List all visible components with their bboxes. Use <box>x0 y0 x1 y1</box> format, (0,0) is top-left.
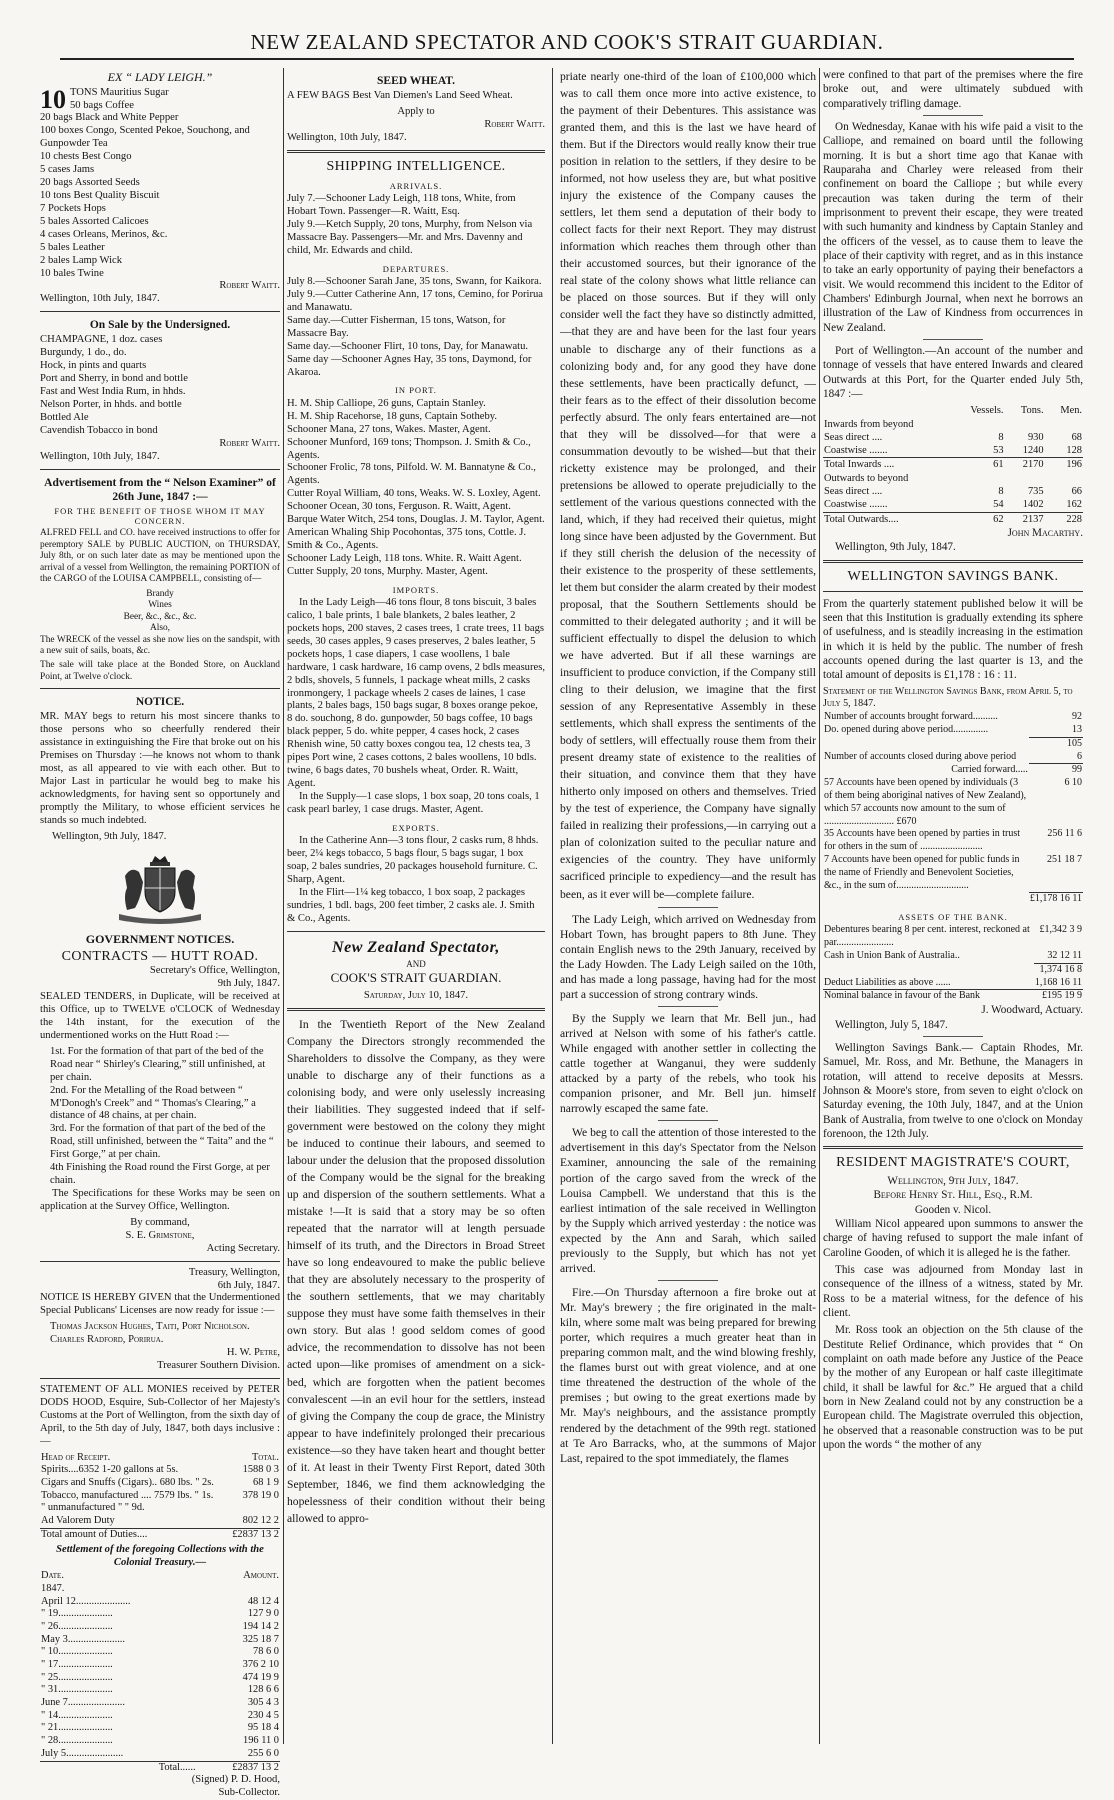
shipping-entry: Same day —Schooner Agnes Hay, 35 tons, Daymond, for Akaroa. <box>287 353 532 378</box>
table-cell: Do. opened during above period.............. <box>824 723 989 735</box>
contracts-title: Acting Secretary. <box>206 1242 280 1254</box>
leader-article-continued: priate nearly one-third of the loan of £100,000 which was to call them once more into active existence, to the payment of their Debentures. This assistance was granted them, and this is the last we have heard of them. But if the Directors would really know their true position in relation to the settlers, if they desire to be informed, not how useless they are, but what positive injury the existence of the Company causes the settlers, let them send a deputation of their body to collect facts for their next Report. They may distrust information which reaches them through other than their accustomed sources, but their ignorance of the real state of the colony shows what little reliance can be placed on those sources. But if they will only consider well the fact they have so distinctly admitted,—that they are and have been for the last four years unable to discharge any of their functions as a colonizing body and, for any good they have done these settlements, have been practically defunct, — their fears as to the effect of their dissolution become perfectly absurd. The only fears entertained are—not that they will be dissolved—for that were a consummation devoutly to be wished—but that their ricketty existence may be prolonged, and their pretensions be allowed to operate prejudicially to the settlement of the various questions connected with the land, which, if they had received their quietus, might long since have been adjusted by the Government. But if they still cherish the delusion of the necessity of their existence to the prosperity of these settlements, let them but consider the alarm created by their modest proposal, that the Southern Settlements should be committed to their delegated authority ; and it will be sufficient effectually to dispel the delusion to which we have adverted. But if all these warnings are insufficient to produce conviction, if the Company still cling to their delusion, we imagine that the first session of any Representative Assembly in these settlements, which shall express the sentiments of the body of settlers, will effectually rouse them from their present dreamy state of existence to the realities of their situation, and convince them that they have hitherto only imposed on others and themselves. Tried by the test of experience, the Company have signally failed in realizing their professions,—in carrying out a plan of colonization suited to the peculiar nature and exigencies of the country. They have uniformly sacrificed principle to expediency—and the result has been, as it ever will be—complete failure. <box>560 70 816 901</box>
table-cell: 66 <box>1071 486 1082 498</box>
column-rule <box>819 68 820 1744</box>
ad-item: Nelson Porter, in hhds. and bottle <box>40 398 182 410</box>
table-row <box>823 711 1083 724</box>
assets-sum: 1,374 16 8 <box>1034 963 1083 976</box>
court-body: Mr. Ross took an objection on the 5th clause of the Destitute Relief Ordinance, which provides that “ On complaint on oath made before any Justice of the Peace by the mother of any European or half caste illegitimate child, it shall be lawful for &c.” He argued that a child born in New Zealand could not by any construction be a European child. The Magistrate overruled this objection, he observed that a reasonable construction was to be put upon the words “ the mother of any <box>823 1324 1083 1452</box>
shipping-entry: Cutter Royal William, 40 tons, Weaks. W. S. Loxley, Agent. <box>287 488 541 500</box>
shipping-entry: Same day.—Schooner Flirt, 10 tons, Day, for Manawatu. <box>287 340 529 352</box>
table-row <box>823 777 1083 828</box>
ad-item-list <box>40 334 280 437</box>
port-total-cell: 2170 <box>1005 458 1045 472</box>
column-header: Tons. <box>1020 405 1044 417</box>
shipping-heading: SHIPPING INTELLIGENCE. <box>326 158 506 174</box>
statement-body: STATEMENT OF ALL MONIES received by PETER DODS HOOD, Esquire, Sub-Collector of her Majesty's Customs at the Port of Wellington, from the sixth day of April, to the 5th day of July, 1847, both days inclusive :— <box>40 1383 280 1447</box>
table-cell: Cash in Union Bank of Australia.. <box>824 950 960 962</box>
table-cell: May 3...................... <box>41 1633 125 1645</box>
table-row <box>40 1490 280 1503</box>
ad-item: Burgundy, 1 do., do. <box>40 347 127 359</box>
table-cell: 194 14 2 <box>242 1620 279 1632</box>
bank-intro: From the quarterly statement published below it will be seen that this Institution is gradually extending its sphere of usefulness, and is steadily increasing in the estimation in which it is held by the public. The number of fresh accounts opened during the last quarter is 13, and the total amount of deposits is £1,178 : 16 : 11. <box>823 597 1083 682</box>
port-total-label: Total Inwards .... <box>823 458 947 472</box>
bank-heading: WELLINGTON SAVINGS BANK. <box>847 568 1059 584</box>
shipping-entry: Schooner Munford, 169 tons; Thompson. J. Smith & Co., Agents. <box>287 436 531 461</box>
table-cell: Coastwise ....... <box>824 499 888 511</box>
table-cell: 305 4 3 <box>247 1697 279 1709</box>
ad-date: Wellington, 10th July, 1847. <box>40 450 160 462</box>
ad-subheading: FOR THE BENEFIT OF THOSE WHOM IT MAY CONCERN. <box>54 505 266 526</box>
ad-item: 5 bales Leather <box>40 241 105 253</box>
table-cell: 378 19 0 <box>242 1489 279 1501</box>
ad-item: 7 Pockets Hops <box>40 202 106 214</box>
table-row <box>40 1464 280 1477</box>
port-total-cell: 228 <box>1045 512 1083 526</box>
port-inwards-heading: Inwards from beyond <box>824 418 914 430</box>
treasury-item: Charles Radford, Porirua. <box>50 1334 164 1346</box>
port-table <box>823 404 1083 526</box>
table-cell: " 14..................... <box>41 1709 113 1721</box>
treasury-item: Thomas Jackson Hughes, Taiti, Port Nicholson. <box>50 1321 250 1333</box>
exports-list <box>287 835 545 925</box>
table-cell: 8 <box>998 486 1004 498</box>
table-cell: 376 2 10 <box>242 1659 279 1671</box>
column-2 <box>287 68 545 1746</box>
column-header: Vessels. <box>970 405 1004 417</box>
bank-carried-value: 99 <box>1029 764 1083 777</box>
seed-wheat-signature: Robert Waitt. <box>484 118 545 130</box>
table-cell: 128 6 6 <box>247 1684 279 1696</box>
ad-item: Hock, in pints and quarts <box>40 360 147 372</box>
in-port-heading: IN PORT. <box>395 385 437 396</box>
table-cell: 35 Accounts have been opened by parties in trust for others in the sum of ......................... <box>824 828 1021 853</box>
contracts-item: 4th Finishing the Road round the First Gorge, at per chain. <box>50 1162 270 1187</box>
ad-item: 100 boxes Congo, Scented Pekoe, Souchong, and Gunpowder Tea <box>40 125 250 150</box>
ad-item: Port and Sherry, in bond and bottle <box>40 373 188 385</box>
contracts-item: 1st. For the formation of that part of the bed of the Road near “ Shirley's Clearing,” still unfinished, at per chain. <box>50 1045 266 1083</box>
table-cell: 8 <box>998 431 1004 443</box>
treasury-signature: H. W. Petre, <box>226 1347 280 1359</box>
port-total-cell: 2137 <box>1005 512 1045 526</box>
table-row <box>40 1502 280 1515</box>
court-body: This case was adjourned from Monday last in consequence of the illness of a witness, stated by Mr. Ross to be a material witness, for the defence of his client. <box>823 1264 1083 1320</box>
paper-date: Saturday, July 10, 1847. <box>363 989 469 1001</box>
column-header: Total. <box>251 1451 279 1463</box>
column-header: Date. <box>41 1570 64 1582</box>
court-before: Before Henry St. Hill, Esq., R.M. <box>873 1189 1033 1202</box>
column-rule <box>552 68 553 1744</box>
table-row <box>40 1515 280 1528</box>
notice-body: MR. MAY begs to return his most sincere thanks to those persons who so cheerfully rendered their assistance in extinguishing the Fire that broke out on his Premises on Thursday :—he knows not whom to thank most, as all appeared to vie with each other. But to Major Last in particular he would beg to make his acknowledgments, for having sent so opportunely and promptly the Military, to whose efficient services he stands so much indebted. <box>40 711 280 826</box>
table-row <box>40 1697 280 1710</box>
bank-total: £1,178 16 11 <box>1029 892 1082 904</box>
shipping-entry: American Whaling Ship Pocohontas, 375 tons, Cottle. J. Smith & Co., Agents. <box>287 527 527 551</box>
table-row <box>40 1608 280 1621</box>
settlement-title: Sub-Collector. <box>218 1787 280 1799</box>
table-row <box>823 854 1083 892</box>
gov-notices-heading: GOVERNMENT NOTICES. <box>85 931 235 946</box>
port-date: Wellington, 9th July, 1847. <box>835 541 956 554</box>
table-cell: 1240 <box>1022 445 1044 457</box>
assets-heading: ASSETS OF THE BANK. <box>898 911 1008 922</box>
news-lady-leigh: The Lady Leigh, which arrived on Wednesday from Hobart Town, has brought papers to 8th June. They contain English news to the 29th January, received by the Lady Howden. The Lady Leigh sailed on the 10th, and has made a long passage, having had for the most part a succession of strong contrary winds. <box>560 912 816 1001</box>
table-cell: 1588 0 3 <box>242 1464 279 1476</box>
contracts-body: SEALED TENDERS, in Duplicate, will be received at this Office, up to TWELVE o'CLOCK of Wednesday the 14th instant, for the execution of the undermentioned works on the Hutt Road :— <box>40 991 280 1041</box>
table-cell: 95 18 4 <box>247 1722 279 1734</box>
column-header: Head of Receipt. <box>41 1451 111 1463</box>
table-cell <box>228 1502 280 1515</box>
settlement-year: 1847. <box>41 1582 65 1594</box>
table-cell: 930 <box>1027 431 1044 443</box>
royal-coat-of-arms-icon <box>105 852 215 926</box>
contracts-office: Secretary's Office, Wellington, <box>149 965 280 977</box>
table-row <box>40 1710 280 1723</box>
table-cell: 802 12 2 <box>242 1515 279 1527</box>
table-cell: 474 19 9 <box>242 1671 279 1683</box>
table-cell: 78 6 0 <box>253 1646 279 1658</box>
table-cell: 57 Accounts have been opened by individuals (3 of them being aboriginal natives of New Zealand), which 57 accounts now amount to the sum of ............................ £670 <box>824 777 1027 827</box>
ad-item: 5 cases Jams <box>40 164 95 176</box>
shipping-entry: July 7.—Schooner Lady Leigh, 118 tons, White, from Hobart Town. Passenger—R. Waitt, Esq. <box>287 193 516 218</box>
settlement-total-label: Total...... <box>40 1761 197 1774</box>
shipping-entry: Schooner Frolic, 78 tons, Pilfold. W. M. Bannatyne & Co., Agents. <box>287 462 536 487</box>
ad-heading-sale: On Sale by the Undersigned. <box>89 319 231 332</box>
ad-item: Fast and West India Rum, in hhds. <box>40 386 186 397</box>
table-row <box>40 1672 280 1685</box>
court-case: Gooden v. Nicol. <box>914 1203 992 1216</box>
table-cell: Coastwise ....... <box>824 445 888 457</box>
treasury-date: 6th July, 1847. <box>217 1279 280 1291</box>
treasury-place: Treasury, Wellington, <box>188 1266 280 1278</box>
contracts-heading: CONTRACTS — HUTT ROAD. <box>61 949 259 965</box>
ad-item: 4 cases Orleans, Merinos, &c. <box>40 228 168 240</box>
table-row <box>40 1646 280 1659</box>
table-cell: " 28..................... <box>41 1735 113 1747</box>
table-cell: 162 <box>1066 499 1082 511</box>
assets-balance-label: Nominal balance in favour of the Bank <box>823 990 1034 1003</box>
settlement-heading: Settlement of the foregoing Collections with the Colonial Treasury.— <box>56 1544 264 1569</box>
table-row <box>823 724 1083 737</box>
table-cell: " 31..................... <box>41 1684 113 1696</box>
column-header: Amount. <box>243 1570 279 1582</box>
column-1 <box>40 68 280 1799</box>
contracts-spec: The Specifications for these Works may be seen on application at the Survey Office, Wellington. <box>40 1187 280 1212</box>
ad-body: The WRECK of the vessel as she now lies on the sandspit, with a new suit of sails, boats, &c. <box>40 634 280 656</box>
shipping-entry: H. M. Ship Calliope, 26 guns, Captain Stanley. <box>287 397 486 409</box>
table-cell: " unmanufactured " " 9d. <box>41 1502 145 1514</box>
table-cell: Seas direct .... <box>824 431 883 443</box>
contracts-list <box>40 1046 280 1188</box>
ad-item: 20 bags Black and White Pepper <box>40 112 179 124</box>
column-header: Men. <box>1060 405 1082 417</box>
table-cell: " 26..................... <box>41 1620 113 1632</box>
drop-number: 10 <box>40 84 66 114</box>
assets-deduct-value: 1,168 16 11 <box>1034 976 1082 988</box>
shipping-entry: July 9.—Ketch Supply, 20 tons, Murphy, from Nelson via Massacre Bay. Passengers—Mr. and Mrs. Davenny and child, Mr. Edwards and child. <box>287 218 533 256</box>
port-intro: Port of Wellington.—An account of the number and tonnage of vessels that have entered Inwards and cleared Outwards at this Port, for the Quarter ended July 5th, 1847 :— <box>823 344 1083 400</box>
bank-notice: Wellington Savings Bank.— Captain Rhodes, Mr. Samuel, Mr. Ross, and Mr. Bethune, the Managers in rotation, will attend to receive deposits at Messrs. Johnson & Moore's store, from seven to eight o'clock on Saturday evening, the 10th July, 1847, and at the Union Bank of Australia, from twelve to one o'clock on Monday forenoon, the 12th July. <box>823 1041 1083 1140</box>
table-cell: Cigars and Snuffs (Cigars).. 680 lbs. " 2s. <box>41 1476 214 1488</box>
contracts-item: 2nd. For the Metalling of the Road between “ M'Donogh's Creek” and “ Thomas's Clearing,” a distance of 48 chains, at per chain. <box>50 1084 256 1122</box>
seed-wheat-heading: SEED WHEAT. <box>377 75 455 87</box>
table-row <box>40 1722 280 1735</box>
table-cell: 32 12 11 <box>1047 950 1082 962</box>
imports-list <box>287 597 545 817</box>
table-row <box>40 1659 280 1672</box>
assets-table <box>823 924 1083 1003</box>
contracts-item: 3rd. For the formation of that part of the bed of the Road, still unfinished, between the “ Taita” and the “ First Gorge,” at per chain. <box>50 1123 274 1161</box>
table-row <box>823 498 1083 512</box>
port-total-cell: 196 <box>1045 458 1083 472</box>
table-cell: 128 <box>1066 445 1082 457</box>
ad-item: Bottled Ale <box>40 411 89 423</box>
table-cell: 256 11 6 <box>1047 828 1082 840</box>
table-cell: 255 6 0 <box>247 1747 279 1759</box>
table-cell: 54 <box>993 499 1004 511</box>
table-cell: July 5...................... <box>41 1747 124 1759</box>
table-cell: Tobacco, manufactured .... 7579 lbs. " 1s. <box>41 1489 214 1501</box>
shipping-entry: Schooner Mana, 27 tons, Wakes. Master, Agent. <box>287 423 491 435</box>
assets-balance-value: £195 19 9 <box>1034 990 1083 1003</box>
ad-item: 20 bags Assorted Seeds <box>40 177 140 189</box>
ad-item: Wines <box>148 600 172 611</box>
ad-item: Cavendish Tobacco in bond <box>40 424 158 436</box>
shipping-entry: July 9.—Cutter Catherine Ann, 17 tons, Cemino, for Porirua and Manawatu. <box>287 289 543 313</box>
table-cell: June 7...................... <box>41 1697 125 1709</box>
ad-item: Brandy <box>146 588 174 599</box>
assets-deduct-label: Deduct Liabilities as above ...... <box>824 976 951 988</box>
bank-accounts-table <box>823 711 1083 905</box>
table-row <box>40 1735 280 1748</box>
table-cell: 13 <box>1072 723 1082 735</box>
table-cell: 735 <box>1027 486 1044 498</box>
table-cell: 251 18 7 <box>1047 853 1082 865</box>
ad-item: 50 bags Coffee <box>70 99 134 111</box>
table-cell: Seas direct .... <box>824 486 883 498</box>
bank-closed-label: Number of accounts closed during above period <box>824 750 1017 762</box>
shipping-entry: In the Catherine Ann—3 tons flour, 2 casks rum, 8 hhds. beer, 2¼ kegs tobacco, 5 bags flour, 5 bags sugar, 1 box soap, 2 bales sundries, 20 packages household furniture. C. Sharp, Agent. <box>287 835 539 885</box>
bank-signature: J. Woodward, Actuary. <box>981 1004 1083 1017</box>
shipping-entry: In the Lady Leigh—46 tons flour, 8 tons biscuit, 3 bales calico, 1 bale prints, 1 bale blankets, 2 bales leather, 2 pockets hops, 200 staves, 2 cases trees, 1 crate trees, 11 bags seeds, 30 cases apples, 9 cases preserves, 2 bales leather, 5 pockets hops, 1 case diapers, 1 case woollens, 1 bale hardware, 1 cask hardware, 16 camp ovens, 2 bdls measures, 2 bdls, shovels, 5 funnels, 1 package wheat mills, 2 casks ironmongery, 1 package wheels 2 cases de laines, 1 case plants, 2 bales bags, 150 bags sugar, 8 boxes orange pekoe, 8 do. souchong, 8 do. gunpowder, 50 bags coffee, 10 bags black pepper, 5 do. white pepper, 4 cases hock, 2 cases Rhenish wine, 50 catty boxes congou tea, 12 chests tea, 3 pipes Port wine, 2 cases cottons, 2 bales woollens, 10 bdls. twine, 6 bags dates, 70 bushels wheat, Order. R. Waitt, Agent. <box>287 597 545 790</box>
table-cell: Debentures bearing 8 per cent. interest, reckoned at par....................... <box>824 924 1030 949</box>
table-row <box>823 950 1083 963</box>
settlement-total: £2837 13 2 <box>197 1761 280 1774</box>
notice-date: Wellington, 9th July, 1847. <box>52 830 167 842</box>
ad-item: Also, <box>149 623 171 634</box>
ad-date: Wellington, 10th July, 1847. <box>40 293 160 305</box>
court-body: William Nicol appeared upon summons to answer the charge of having refused to support the male infant of Caroline Gooden, of which it is alleged he is the father. <box>823 1218 1083 1259</box>
table-cell: 53 <box>993 445 1004 457</box>
ad-item: 10 tons Best Quality Biscuit <box>40 190 160 201</box>
news-kanae: On Wednesday, Kanae with his wife paid a visit to the Calliope, and remained on board until the following morning. It is but a short time ago that Kanae with Rauparaha and Charley were released from their confinement on board the Calliope ; but while every precaution was taken during the term of their imprisonment to prevent their escape, they were treated with such humanity and kindness by Captain Stanley and the officers of the vessel, as to cause them to leave the place of their captivity with regret, and as in this instance to take an early opportunity of paying their benefactors a visit. We would recommend this incident to the Editor of Chambers' Edinburgh Journal, when next he borrows an illustration of the Law of Kindness from occurrences in New Zealand. <box>823 120 1083 334</box>
table-row <box>40 1596 280 1609</box>
table-row <box>823 444 1083 458</box>
paper-and: AND <box>406 959 426 970</box>
imports-heading: IMPORTS. <box>392 584 440 595</box>
leader-article: In the Twentieth Report of the New Zealand Company the Directors strongly recommended the Shareholders to dissolve the Company, as they were unable to discharge any of their functions as a colonising body, and were only uselessly increasing their liabilities. They suggested indeed that if self-government were bestowed on the colony they might be induced to continue their labours, and seemed to labour under the delusion that the proposed dissolution of the Company would be the signal for the breaking up and dispersion of the southern settlements. What a mistake !—It is said that a story may be so often repeated that the narrator will at length persuade himself of its truth, and the Directors in Broad Street have so long endeavoured to make the public believe that they are absolutely necessary to the prosperity of the southern settlements, that we may charitably suppose they must have some faith themselves in their own story. But alas ! good seldom comes of good advice, the recommendation to dissolve has not been acted upon—like promises of amendment on a sick-bed, which are forgotten when the patient becomes convalescent —in an evil hour for the settlers, instead of giving the Company the coup de grace, the Ministry appear to have indefinitely prolonged their precarious existence—so they have taken heart and thought better of it. At least in their Twenty First Report, dated 30th September, 1846, we find them acknowledging the hopelessness of their condition without their being allowed to appro- <box>287 1017 545 1525</box>
table-cell: Ad Valorem Duty <box>41 1515 115 1527</box>
table-cell: 68 1 9 <box>253 1476 279 1488</box>
arrivals-list <box>287 193 545 258</box>
table-cell: April 12..................... <box>41 1595 131 1607</box>
ad-item-list <box>40 589 280 635</box>
treasury-title: Treasurer Southern Division. <box>157 1360 280 1372</box>
shipping-entry: In the Supply—1 case slops, 1 box soap, 20 tons coals, 1 cask pearl barley, 1 case drugs. Master, Agent. <box>287 790 540 815</box>
bank-sum: 105 <box>1029 737 1083 750</box>
column-3 <box>560 68 816 1746</box>
bank-carried-label: Carried forward..... <box>951 763 1028 775</box>
bank-date: Wellington, July 5, 1847. <box>835 1018 948 1031</box>
treasury-body: NOTICE IS HEREBY GIVEN that the Undermentioned Special Publicans' Licenses are now ready for issue :— <box>40 1292 280 1317</box>
in-port-list <box>287 398 545 579</box>
ad-item: 10 bales Twine <box>40 267 104 279</box>
table-cell: 48 12 4 <box>247 1595 279 1607</box>
ad-heading-lady-leigh: EX “ LADY LEIGH.” <box>107 70 213 84</box>
table-cell: Number of accounts brought forward.......... <box>824 711 998 723</box>
shipping-entry: Schooner Lady Leigh, 118 tons. White. R. Waitt Agent. <box>287 552 522 564</box>
ad-lady-leigh <box>40 84 280 307</box>
ad-item: Beer, &c., &c., &c. <box>123 611 197 622</box>
bank-closed-value: 6 <box>1077 750 1082 762</box>
table-cell: " 21..................... <box>41 1722 113 1734</box>
notice-heading: NOTICE. <box>135 696 185 709</box>
shipping-entry: Same day.—Cutter Fisherman, 15 tons, Watson, for Massacre Bay. <box>287 314 506 339</box>
shipping-entry: July 8.—Schooner Sarah Jane, 35 tons, Swann, for Kaikora. <box>287 276 542 288</box>
table-cell: 325 18 7 <box>242 1633 279 1645</box>
ad-body: ALFRED FELL and CO. have received instructions to offer for peremptory SALE by PUBLIC AUCTION, on THURSDAY, July 8th, or on such later date as may be mentioned upon the arrival of a vessel from Wellington, the remaining PORTION of the CARGO of the LOUISA CAMPBELL, consisting of— <box>40 528 280 585</box>
departures-list <box>287 276 545 379</box>
table-row <box>823 431 1083 444</box>
ad-item: 2 bales Lamp Wick <box>40 254 123 266</box>
contracts-by: By command, <box>130 1216 190 1228</box>
seed-wheat-body: A FEW BAGS Best Van Diemen's Land Seed Wheat. <box>287 90 513 102</box>
shipping-entry: In the Flirt—1¼ keg tobacco, 1 box soap, 2 packages sundries, 1 bdl. bags, 200 feet timber, 2 casks ale. J. Smith & Co., Agents. <box>287 886 535 924</box>
ad-item: CHAMPAGNE, 1 doz. cases <box>40 334 163 346</box>
table-row <box>40 1477 280 1490</box>
statement-table <box>40 1452 280 1542</box>
settlement-table <box>40 1570 280 1774</box>
court-heading: RESIDENT MAGISTRATE'S COURT, <box>836 1155 1070 1171</box>
ad-item: 5 bales Assorted Calicoes <box>40 215 149 227</box>
court-date: Wellington, 9th July, 1847. <box>887 1175 1019 1188</box>
table-row <box>40 1748 280 1761</box>
port-outwards-heading: Outwards to beyond <box>824 472 909 484</box>
table-cell: 7 Accounts have been opened for public funds in the name of Friendly and Benevolent Societies, &c., in the sum of............................. <box>824 853 1020 891</box>
ad-signature: Robert Waitt. <box>219 280 280 292</box>
shipping-entry: Cutter Supply, 20 tons, Murphy. Master, Agent. <box>287 565 488 577</box>
ad-body: The sale will take place at the Bonded Store, on Auckland Point, at Twelve o'clock. <box>40 660 280 682</box>
statement-total-label: Total amount of Duties.... <box>40 1528 228 1541</box>
exports-heading: EXPORTS. <box>392 822 440 833</box>
port-signature: John Macarthy. <box>1007 527 1083 540</box>
seed-wheat-date: Wellington, 10th July, 1847. <box>287 131 407 143</box>
table-row <box>823 828 1083 854</box>
paper-subtitle: COOK'S STRAIT GUARDIAN. <box>330 970 502 986</box>
table-cell: 230 4 5 <box>247 1709 279 1721</box>
departures-heading: DEPARTURES. <box>382 263 450 274</box>
statement-total: £2837 13 2 <box>228 1528 280 1541</box>
ad-item: TONS Mauritius Sugar <box>70 86 169 98</box>
bank-statement-heading: Statement of the Wellington Savings Bank, from April 5, to July 5, 1847. <box>823 685 1073 710</box>
table-cell: 1402 <box>1022 499 1044 511</box>
table-cell: " 19..................... <box>41 1608 113 1620</box>
news-supply: By the Supply we learn that Mr. Bell jun., had arrived at Nelson with some of his father's cattle. While engaged with another settler in collecting the cattle together at Wanganui, they were suddenly attacked by a party of the rebels, who took his companion prisoner, and Mr. Bell jun. himself narrowly escaped the same fate. <box>560 1011 816 1116</box>
paper-title: New Zealand Spectator, <box>332 938 500 956</box>
table-cell: 92 <box>1072 711 1082 723</box>
table-cell: £1,342 3 9 <box>1039 924 1082 936</box>
port-total-cell: 61 <box>947 458 1004 472</box>
table-row <box>40 1621 280 1634</box>
news-fire: Fire.—On Thursday afternoon a fire broke out at Mr. May's brewery ; the fire originated in the malt-kiln, where some malt was being prepared for brewing porter, which requires a much greater heat than in preparing common malt, and the wind blowing freshly, the flames burst out with great violence, and at one time threatened the destruction of the whole of the premises ; but owing to the great exertions made by Mr. May's neighbours, and the assistance promptly rendered by the detachment of the 99th regt. stationed at Te Aro Barracks, who, at the summons of Major Last, repaired to the spot immediately, the flames <box>560 1285 816 1465</box>
ad-heading-nelson: Advertisement from the “ Nelson Examiner” of 26th June, 1847 :— <box>44 476 276 503</box>
port-total-label: Total Outwards.... <box>823 512 947 526</box>
ad-item: 10 chests Best Congo <box>40 151 132 163</box>
table-cell: " 10..................... <box>41 1646 113 1658</box>
table-cell: 68 <box>1071 431 1082 443</box>
news-sale: We beg to call the attention of those interested to the advertisement in this day's Spectator from the Nelson Examiner, announcing the sale of the remaining portion of the cargo saved from the wreck of the Louisa Campbell. We understand that this is the earliest intimation of the sale received in Wellington by the Supply which arrived yesterday : the notice was expected by the Ann and Sarah, which sailed previously to the Supply, but which has not yet arrived. <box>560 1126 816 1275</box>
table-row <box>40 1634 280 1647</box>
news-fire-continued: were confined to that part of the premises where the fire broke out, and were ultimately subdued with comparatively trifling damage. <box>823 69 1083 110</box>
settlement-signed: (Signed) P. D. Hood, <box>191 1774 280 1786</box>
column-4 <box>823 68 1083 1746</box>
table-cell: " 25..................... <box>41 1671 113 1683</box>
table-row <box>823 924 1083 950</box>
ad-item-list <box>40 84 280 281</box>
shipping-entry: H. M. Ship Racehorse, 18 guns, Captain Sotheby. <box>287 410 497 422</box>
treasury-list <box>40 1321 280 1347</box>
shipping-entry: Barque Water Witch, 254 tons, Douglas. J. M. Taylor, Agent. <box>287 514 545 526</box>
table-row <box>40 1684 280 1697</box>
column-rule <box>283 68 284 1744</box>
table-cell: " 17..................... <box>41 1659 113 1671</box>
masthead: NEW ZEALAND SPECTATOR AND COOK'S STRAIT GUARDIAN. <box>60 14 1074 60</box>
table-row <box>823 485 1083 498</box>
port-total-cell: 62 <box>947 512 1004 526</box>
arrivals-heading: ARRIVALS. <box>389 180 443 191</box>
table-cell: 196 11 0 <box>243 1735 279 1747</box>
table-cell: 6 10 <box>1064 777 1082 789</box>
ad-signature: Robert Waitt. <box>219 437 280 449</box>
table-cell: Spirits....6352 1-20 gallons at 5s. <box>41 1464 179 1476</box>
shipping-entry: Schooner Ocean, 30 tons, Ferguson. R. Waitt, Agent. <box>287 501 511 513</box>
contracts-signature: S. E. Grimstone, <box>125 1229 195 1241</box>
seed-wheat-apply: Apply to <box>397 105 435 117</box>
table-cell: 127 9 0 <box>247 1608 279 1620</box>
contracts-date: 9th July, 1847. <box>217 978 280 990</box>
